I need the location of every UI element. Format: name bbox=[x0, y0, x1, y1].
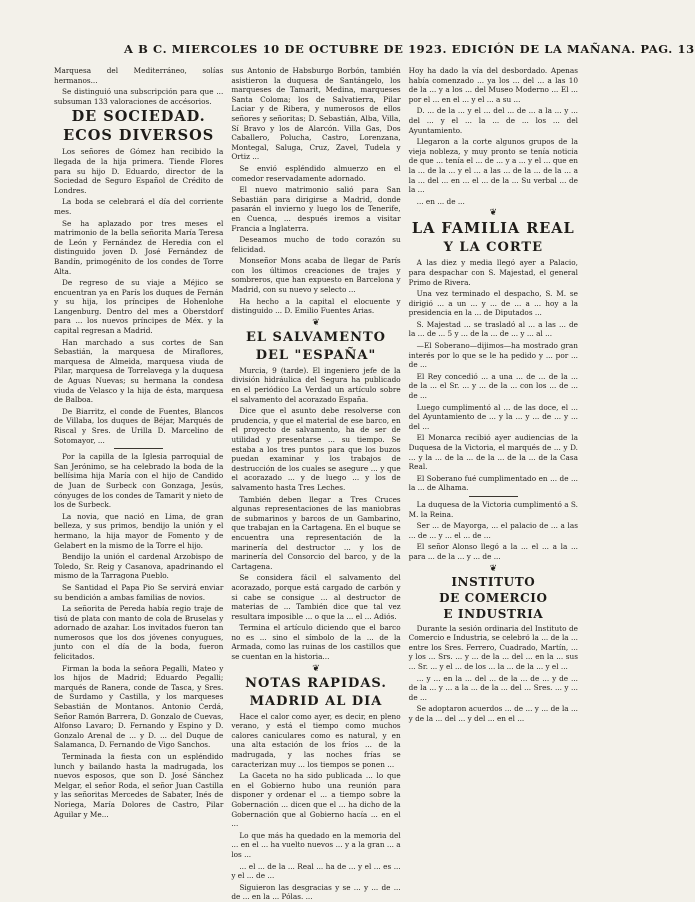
headline-madrid-al-dia: MADRID AL DIA bbox=[249, 693, 383, 709]
article-paragraph: El Rey concedió ... a una ... de ... de la ... de la ... el Sr. ... y ... de la ... con los ... de ... de ... bbox=[408, 371, 578, 401]
ornament-icon: ❦ bbox=[489, 208, 498, 219]
article-paragraph: A las diez y media llegó ayer a Palacio, para despachar con S. Majestad, el general Primo de Rivera. bbox=[408, 258, 578, 287]
article-paragraph: Durante la sesión ordinaria del Instituto de Comercio e Industria, se celebró la ... de la ... entre los Sres. Ferrero, Cuadrado, Martín, ... y los ... Srs. ... y ... de la ... del ... en la ... sus ... Sr. ... y el ... de los ... la ... de la ... y el ... bbox=[408, 623, 578, 671]
headline-ecos-diversos: ECOS DIVERSOS bbox=[63, 127, 215, 145]
article-paragraph: Se adoptaron acuerdos ... de ... y ... de la ... y de la ... del ... y del ... en el ... bbox=[408, 704, 578, 723]
article-paragraph: Lo que más ha quedado en la memoria del ... en el ... ha vuelto nuevos ... y a la gran ... a los ... bbox=[231, 830, 401, 859]
article-paragraph: La boda se celebrará el día del corriente mes. bbox=[54, 197, 224, 216]
headline-y-la-corte: Y LA CORTE bbox=[443, 240, 544, 256]
divider bbox=[469, 496, 518, 497]
headline-e-industria: E INDUSTRIA bbox=[443, 606, 544, 621]
running-header: A B C. MIERCOLES 10 DE OCTUBRE DE 1923. EDICIÓN DE LA MAÑANA. PAG. 13 bbox=[124, 42, 695, 56]
article-paragraph: D. ... de la ... y el ... del ... de ... a la ... y ... del ... y el ... la ... de ... los ... del Ayuntamiento. bbox=[408, 106, 578, 135]
article-paragraph: Bendijo la unión el cardenal Arzobispo de Toledo, Sr. Reig y Casanova, apadrinando el mismo de la Tarragona Pueblo. bbox=[54, 552, 224, 581]
article-paragraph: Deseamos mucho de todo corazón su felicidad. bbox=[231, 235, 401, 254]
article-paragraph: Se envió espléndido almuerzo en el comedor reservadamente adornado. bbox=[231, 163, 401, 183]
article-paragraph: Luego cumplimentó al ... de las doce, el ... del Ayuntamiento de ... y la ... y ... de ... y ... del ... bbox=[408, 402, 578, 431]
article-paragraph: Por la capilla de la Iglesia parroquial de San Jerónimo, se ha celebrado la boda de la bellísima hija María con el hijo de Candido de Juan de Surbeck con Gonzaga, Jesús, cónyuges de los condes de Tamarit y nieto de los de Surbeck. bbox=[54, 452, 224, 510]
intro-line: Marquesa del Mediterráneo, solías hermanos... bbox=[54, 66, 224, 85]
article-paragraph: ... y ... en la ... del ... de la ... de ... y de ... de la ... y ... a la ... de la ... del ... Sres. ... y ... de ... bbox=[408, 673, 578, 702]
article-paragraph: La Gaceta no ha sido publicada ... lo que en el Gobierno hubo una reunión para disponer y ordenar el ... a tiempo sobre la Gobernación ... dicen que el ... ha dicho de la Gobernación que al Gobierno hacía ... en el ... bbox=[231, 771, 401, 829]
article-paragraph: ... en ... de ... bbox=[416, 196, 465, 206]
article-paragraph: Una vez terminado el despacho, S. M. se dirigió ... a un ... y ... de ... a ... hoy a la presidencia en la ... de Diputados ... bbox=[408, 289, 578, 318]
article-paragraph: La señorita de Pereda había regio traje de tisú de plata con manto de cola de Bruselas y adornado de azahar. Los invitados fueron tan numerosos que los dos jóvenes conyugues, junto con el día de la boda, fueron felicitados. bbox=[54, 604, 224, 662]
article-paragraph: Ha hecho a la capital el elocuente y distinguido ... D. Emilio Fuentes Arias. bbox=[231, 296, 401, 316]
divider bbox=[114, 448, 163, 449]
column-1 bbox=[54, 66, 223, 826]
intro-line: Se distinguió una subscripción para que ... subsuman 133 valoraciones de accésorios. bbox=[54, 87, 224, 106]
article-paragraph: El Soberano fué cumplimentado en ... de ... la ... de Alhama. bbox=[408, 473, 578, 493]
article-paragraph: Siguieron las desgracias y se ... y ... de ... de ... en la ... Pólas. ... bbox=[231, 882, 401, 902]
article-paragraph: ... el ... de la ... Real ... ha de ... y el ... es ... y el ... de ... bbox=[231, 861, 401, 881]
article-paragraph: Terminada la fiesta con un espléndido lunch y bailando hasta la madrugada, los nuevos esposos, que son D. José Sánchez Melgar, el señor Roda, el señor Juan Castilla y las señoritas Mercedes de Sabater, Inés de Noriega, María Dolores de Castro, Pilar Aguilar y Me... bbox=[54, 752, 224, 819]
article-paragraph: De regreso de su viaje a Méjico se encuentran ya en París los duques de Fernán y su hija, los príncipes de Hohenlohe Langenburg. Dentro del mes a Oberstdorf para ... los nuevos príncipes de Méx. y la capital regresan a Madrid. bbox=[54, 278, 224, 336]
article-paragraph: Termina el artículo diciendo que el barco no es ... sino el símbolo de la ... de la Armada, como las ruinas de los castillos que se cuentan en la historia... bbox=[231, 623, 401, 662]
column-2 bbox=[231, 66, 401, 902]
ornament-icon: ❦ bbox=[312, 317, 320, 328]
article-paragraph: La novia, que nació en Lima, de gran belleza, y sus primos, bendijo la unión y el hermano, la hija mayor de Fomento y de Gelabert en la mismo de la Torre el hijo. bbox=[54, 511, 224, 550]
columns bbox=[54, 66, 578, 902]
article-paragraph: Hace el calor como ayer, es decir, en pleno verano, y está el tiempo como muchos calores caniculares como es natural, y en una alta estación de los fríos ... de la madrugada, y las noches frías se caracterizan muy ... los tiempos se ponen ... bbox=[231, 711, 401, 769]
article-paragraph: El nuevo matrimonio salió para San Sebastián para dirigirse a Madrid, donde pasarán el invierno y luego los de Tenerife, en Cuenca, ... después iremos a visitar Francia a Inglaterra. bbox=[231, 185, 401, 233]
article-paragraph: La duquesa de la Victoria cumplimentó a S. M. la Reina. bbox=[408, 499, 578, 519]
article-paragraph: Han marchado a sus cortes de San Sebastián, la marquesa de Miraflores, marquesa de Almeida, marquesa viuda de Pilar, marquesa de Torrelavega y la duquesa de Aguas Nuevas; su hermana la condesa viuda de Velasco y la hija de ésta, marquesa de Balboa. bbox=[54, 337, 224, 405]
article-paragraph: Firman la boda la señora Pegalli, Mateo y los hijos de Madrid; Eduardo Pegalli; marqués de Ranera, conde de Tasca, y Sres. de Surdamo y Castilla, y los marqueses Sebastián de Montanos. Antonio Cerdá, Señor Ramón Barrera, D. Gonzalo de Cuevas, Alfonso Lavaro; D. Fernando y Espino y D. Gonzalo Arenal de ... y D. ... del Duque de Salamanca, D. Fernando de Vigo Sanchos. bbox=[54, 663, 224, 750]
article-paragraph: Se ha aplazado por tres meses el matrimonio de la bella señorita María Teresa de León y Fernández de Heredia con el distinguido joven D. José Fernández de Bandín, primogénito de los condes de Torre Alta. bbox=[54, 218, 224, 276]
article-paragraph: Se considera fácil el salvamento del acorazado, porque está cargado de carbón y si cabe se consigue ... al destructor de materias de ... También dice que tal vez resultara imposible ... o que la ... el ... Adiós. bbox=[231, 573, 401, 621]
article-paragraph: Murcia, 9 (tarde). El ingeniero jefe de la división hidráulica del Segura ha publicado en el periódico La Verdad un artículo sobre el salvamento del acorazado España. bbox=[231, 365, 401, 404]
headline-el-salvamento: EL SALVAMENTO bbox=[245, 329, 386, 345]
article-paragraph: Hoy ha dado la vía del desbordado. Apenas había comenzado ... ya los ... del ... a las 10 de la ... y a los ... del Museo Moderno ... El ... por el ... en el ... y el ... a su ... bbox=[408, 66, 578, 104]
headline-notas-rapidas: NOTAS RAPIDAS. bbox=[245, 675, 387, 691]
article-paragraph: De Biarritz, el conde de Fuentes, Blancos de Villaba, los duques de Béjar, Marqués de Riscal y Sres. de Urilla D. Marcelino de Sotomayor, ... bbox=[54, 406, 224, 445]
article-paragraph: sus Antonio de Habsburgo Borbón, también asistieron la duquesa de Santángelo, los marqueses de Tamarit, Medina, marqueses Santa Coloma; los de Salvatierra, Pilar Laciar y de Ribera, y numerosos de ellos señores y señoritas; D. Sebastián, Alba, Villa, Sí Bravo y los de Alarcón. Villa Gas, Dos Caballero, Polucha, Castro, Lorenzana, Montegal, Saluga, Cruz, Zavel, Tudela y Ortiz ... bbox=[231, 66, 401, 162]
article-paragraph: Dice que el asunto debe resolverse con prudencia, y que el material de ese barco, en el proyecto de salvamento, ha de ser de utilidad y presentarse ... su tiempo. Se estaba a los tres puntos para que los buzos puedan examinar y los trabajos de destrucción de los cuales se asegure ... y que el acorazado ... y de luego ... y los de salvamento hasta Tres Leches. bbox=[231, 406, 401, 492]
article-paragraph: Ser ... de Mayorga, ... el palacio de ... a las ... de ... y ... el ... de ... bbox=[408, 521, 578, 540]
article-paragraph: Monseñor Mons acaba de llegar de París con los últimos creaciones de trajes y sombreros, que han expuesto en Barcelona y Madrid, con su nuevo y selecto ... bbox=[231, 256, 401, 295]
ornament-icon: ❦ bbox=[312, 663, 320, 674]
article-paragraph: S. Majestad ... se trasladó al ... a las ... de la ... de ... 5 y ... de la ... de ... y ... al ... bbox=[408, 319, 578, 339]
article-paragraph: El señor Alonso llegó a la ... el ... a la ... para ... de la ... y ... de ... bbox=[408, 542, 578, 561]
article-paragraph: —El Soberano—dijimos—ha mostrado gran interés por lo que se le ha pedido y ... por ... de ... bbox=[408, 341, 578, 370]
headline-del-espana: DEL "ESPAÑA" bbox=[255, 347, 377, 363]
article-paragraph: El Monarca recibió ayer audiencias de la Duquesa de la Victoria, el marqués de ... y D. ... y la ... de la ... de la ... de la ... de la Casa Real. bbox=[408, 433, 578, 472]
article-paragraph: Los señores de Gómez han recibido la llegada de la hija primera. Tiende Flores para su hijo D. Eduardo, director de la Sociedad de Seguro Español de Crédito de Londres. bbox=[54, 147, 224, 195]
headline-de-sociedad: DE SOCIEDAD. bbox=[71, 108, 206, 126]
article-paragraph: Llegaron a la corte algunos grupos de la vieja nobleza, y muy pronto se tenía noticia de que ... tenía el ... de ... y a ... y el ... que en la ... de la ... y el ... a las ... de la ... de la ... a la ... del ... en ... el ... de la ... Su verbal ... de la ... bbox=[408, 137, 578, 195]
article-paragraph: También deben llegar a Tres Cruces algunas representaciones de las maniobras de submarinos y barcos de un Gambarino, que trabajan en la Cartagena. En el buque se encuentra una representación de la marinería del destructor ... y los de marinería del Consorcio del barco, y de la Cartagena. bbox=[231, 494, 401, 571]
headline-la-familia-real: LA FAMILIA REAL bbox=[411, 220, 575, 238]
column-3 bbox=[409, 66, 578, 826]
ornament-icon: ❦ bbox=[489, 563, 498, 574]
headline-de-comercio: DE COMERCIO bbox=[439, 590, 548, 605]
article-paragraph: Se Santidad el Papa Pio Se servirá enviar su bendición a ambas familias de novios. bbox=[54, 582, 224, 602]
headline-instituto: INSTITUTO bbox=[451, 574, 536, 589]
